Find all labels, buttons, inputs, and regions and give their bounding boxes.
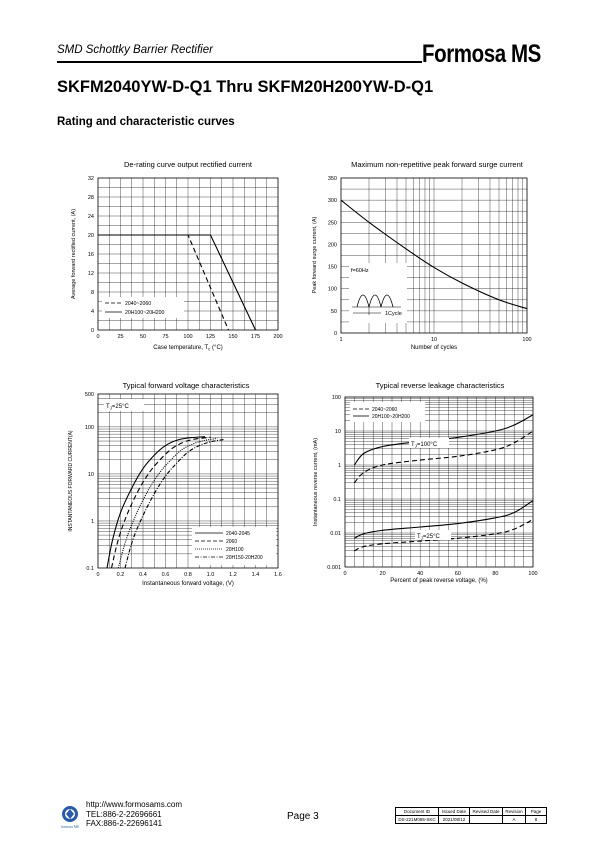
legend (350, 402, 425, 422)
x-tick-label: 75 (162, 334, 169, 340)
table-cell: DS-221M085-SKC (396, 816, 439, 824)
table-header: Revised Date (470, 808, 503, 816)
y-tick-label: 100 (327, 286, 337, 293)
table-row (396, 808, 547, 816)
part-title: SKFM2040YW-D-Q1 Thru SKFM20H200YW-D-Q1 (57, 78, 434, 96)
fax: FAX:886-2-22696141 (86, 819, 163, 828)
x-tick-label: 0 (343, 571, 347, 577)
forward-voltage-chart (60, 378, 300, 593)
x-tick-label: 1.0 (206, 572, 215, 578)
x-tick-label: 1 (339, 337, 343, 343)
brand-logo-text: Formosa MS (422, 40, 541, 68)
company-logo-icon (57, 804, 83, 830)
derating-chart (60, 155, 300, 355)
header-subtitle: SMD Schottky Barrier Rectifier (57, 44, 213, 56)
x-tick-label: 1.4 (251, 572, 260, 578)
legend (192, 527, 276, 565)
table-header: Revision (503, 808, 526, 816)
legend-label: 2040~2060 (372, 407, 398, 413)
x-tick-label: 80 (492, 571, 499, 577)
x-axis-label: Instantaneous forward voltage, (V) (142, 581, 234, 587)
legend-label: 2060 (226, 539, 238, 545)
table-header: Issued Date (439, 808, 470, 816)
y-tick-label: 150 (327, 264, 337, 271)
x-axis-label: Case temperature, $T_c$ (°C) (153, 345, 223, 352)
y-tick-label: 24 (87, 214, 94, 220)
table-header: Page (526, 808, 547, 816)
y-tick-label: 350 (327, 176, 337, 182)
y-tick-label: 8 (90, 290, 94, 296)
table-row (396, 816, 547, 824)
contact-info (86, 800, 182, 829)
x-tick-label: 50 (139, 334, 147, 340)
temperature-annotation: $T_J=25^\circ C$ (417, 534, 440, 541)
x-tick-label: 100 (528, 571, 538, 577)
grid (345, 397, 533, 567)
y-tick-label: 250 (327, 220, 337, 227)
website-link[interactable]: http://www.formosams.com (86, 800, 183, 809)
page-number: Page 3 (287, 811, 319, 822)
table-cell: 2021/08/12 (439, 816, 470, 824)
x-tick-label: 0.6 (161, 572, 170, 578)
legend-label: 20H100~20H200 (372, 414, 410, 420)
table-header: Document ID (396, 808, 439, 816)
x-tick-label: 0.4 (139, 572, 147, 578)
x-tick-label: 125 (205, 334, 216, 340)
y-tick-label: 28 (87, 195, 94, 201)
y-tick-label: 32 (87, 176, 94, 182)
series-line (107, 437, 205, 568)
y-axis-label: INSTANTANEOUS FORWARD CURRENT(A) (68, 430, 74, 532)
document-info-table (395, 807, 547, 824)
y-tick-label: 100 (84, 424, 94, 431)
y-tick-label: 0 (333, 331, 337, 337)
logo-caption: formosa MS (61, 825, 79, 829)
y-tick-label: 300 (327, 198, 337, 205)
x-axis-label: Number of cycles (410, 345, 458, 351)
x-tick-label: 200 (273, 334, 283, 340)
x-tick-label: 175 (250, 334, 261, 340)
y-tick-label: 0 (90, 328, 94, 334)
y-tick-label: 16 (87, 252, 94, 258)
y-tick-label: 0.1 (86, 566, 94, 572)
surge-chart (305, 155, 545, 355)
header-rule (57, 61, 422, 63)
x-tick-label: 20 (379, 571, 386, 577)
x-tick-label: 100 (183, 334, 193, 340)
y-tick-label: 0.01 (330, 531, 341, 537)
telephone: TEL:886-2-22696661 (86, 809, 162, 819)
tick-labels (327, 395, 537, 577)
table-cell: A (503, 816, 526, 824)
legend (102, 297, 184, 318)
frequency-annotation: f=60Hz (351, 268, 369, 274)
y-tick-label: 10 (334, 429, 341, 435)
table-cell: 8 (526, 816, 547, 824)
legend-label: 20H150-20H200 (226, 555, 263, 561)
chart-title: Typical forward voltage characteristics (122, 381, 250, 390)
chart-title: Maximum non-repetitive peak forward surge current (351, 160, 523, 169)
x-axis-label: Percent of peak reverse voltage, (%) (390, 578, 488, 584)
x-tick-label: 25 (117, 334, 124, 340)
section-heading: Rating and characteristic curves (57, 116, 235, 128)
x-tick-label: 10 (430, 337, 438, 343)
x-tick-label: 1.6 (274, 572, 282, 578)
y-tick-label: 0.1 (333, 497, 341, 503)
x-tick-label: 40 (417, 571, 424, 577)
y-axis-label: Peak forward surge current, (A) (312, 216, 318, 294)
y-tick-label: 50 (330, 308, 337, 315)
cycle-annotation: 1Cycle (385, 311, 402, 317)
x-tick-label: 1.2 (229, 572, 237, 578)
temperature-annotation: $T_J=100^\circ C$ (411, 442, 438, 449)
y-tick-label: 500 (84, 392, 94, 398)
x-tick-label: 0 (96, 334, 100, 340)
y-tick-label: 20 (87, 233, 94, 239)
chart-title: Typical reverse leakage characteristics (375, 381, 505, 390)
legend-label: 20H100~20H200 (125, 310, 165, 316)
x-tick-label: 0 (96, 572, 100, 578)
legend-label: 2040-2045 (226, 531, 250, 537)
y-tick-label: 12 (87, 271, 94, 277)
y-axis-label: Average forward rectified current, (A) (71, 208, 77, 300)
y-axis-label: Instantaneous reverse current, (mA) (313, 437, 319, 527)
x-tick-label: 60 (454, 571, 461, 577)
y-tick-label: 4 (90, 309, 94, 315)
y-tick-label: 1 (90, 518, 94, 525)
legend-label: 2040~2060 (125, 301, 152, 307)
y-tick-label: 0.001 (327, 565, 341, 571)
x-tick-label: 0.8 (184, 572, 192, 578)
table-cell (470, 816, 503, 824)
legend-label: 20H100 (226, 547, 244, 553)
reverse-leakage-chart (305, 378, 545, 593)
temperature-annotation: $T_J=25^\circ C$ (106, 404, 129, 411)
x-tick-label: 100 (522, 337, 532, 343)
x-tick-label: 0.2 (116, 572, 125, 578)
waveform-inset (349, 263, 407, 323)
y-tick-label: 10 (87, 471, 94, 478)
y-tick-label: 200 (327, 242, 337, 249)
chart-title: De-rating curve output rectified current (124, 160, 252, 169)
y-tick-label: 1 (337, 463, 341, 469)
x-tick-label: 150 (228, 334, 238, 340)
y-tick-label: 100 (331, 395, 341, 401)
